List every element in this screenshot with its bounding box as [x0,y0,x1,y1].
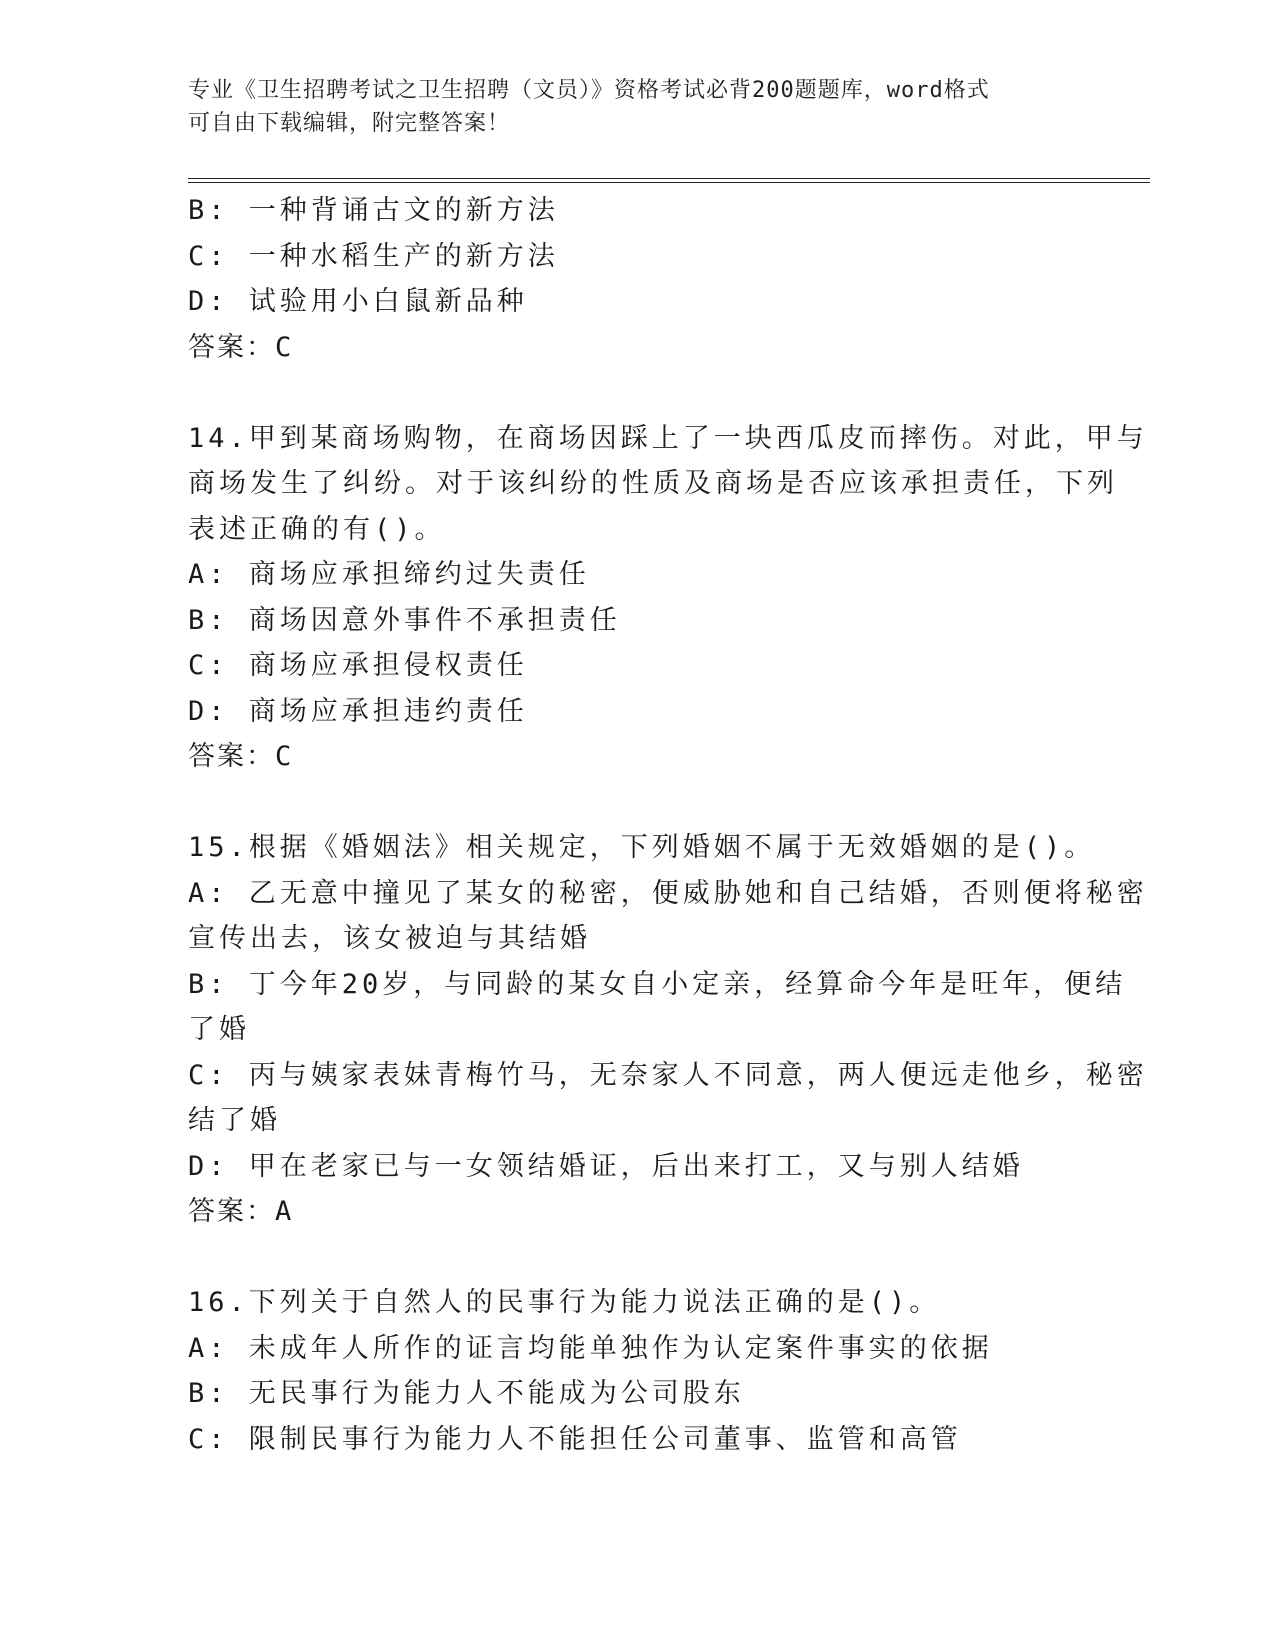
option-c: C: 丙与姨家表妹青梅竹马，无奈家人不同意，两人便远走他乡，秘密 [188,1059,1148,1091]
question-stem: 14.甲到某商场购物，在商场因踩上了一块西瓜皮而摔伤。对此，甲与 [188,422,1148,454]
spacer [188,1235,1088,1281]
option-c: C: 一种水稻生产的新方法 [188,240,559,272]
question-15 [188,825,1148,1235]
question-16 [188,1280,1088,1462]
option-d: D: 商场应承担违约责任 [188,695,528,727]
option-b: B: 丁今年20岁，与同龄的某女自小定亲，经算命今年是旺年，便结 [188,968,1127,1000]
option-c: C: 限制民事行为能力人不能担任公司董事、监管和高管 [188,1423,962,1455]
option-b: B: 一种背诵古文的新方法 [188,195,559,226]
header-title-line-1: 专业《卫生招聘考试之卫生招聘（文员）》资格考试必背200题题库，word格式 [188,78,990,103]
answer: 答案：A [188,1196,294,1227]
option-a: A: 商场应承担缔约过失责任 [188,559,590,590]
spacer [188,780,1088,826]
answer: 答案：C [188,331,294,363]
header-divider-bottom [188,182,1150,183]
option-a: A: 未成年人所作的证言均能单独作为认定案件事实的依据 [188,1332,993,1364]
option-c: C: 商场应承担侵权责任 [188,650,528,681]
header-divider-top [188,178,1150,179]
option-b-continued: 了婚 [188,1014,250,1045]
option-c-continued: 结了婚 [188,1105,281,1136]
document-header [188,74,1088,140]
option-d: D: 甲在老家已与一女领结婚证，后出来打工，又与别人结婚 [188,1150,1024,1182]
option-a: A: 乙无意中撞见了某女的秘密，便威胁她和自己结婚，否则便将秘密 [188,877,1148,909]
option-d: D: 试验用小白鼠新品种 [188,286,528,317]
question-stem: 商场发生了纠纷。对于该纠纷的性质及商场是否应该承担责任，下列 [188,468,1118,499]
question-stem: 15.根据《婚姻法》相关规定，下列婚姻不属于无效婚姻的是()。 [188,832,1096,863]
question-list [188,188,1148,1462]
option-b: B: 无民事行为能力人不能成为公司股东 [188,1378,745,1409]
option-a-continued: 宣传出去，该女被迫与其结婚 [188,923,591,954]
header-title-line-2: 可自由下载编辑，附完整答案！ [188,111,511,136]
question-stem: 表述正确的有()。 [188,513,446,545]
answer: 答案：C [188,741,294,772]
option-b: B: 商场因意外事件不承担责任 [188,604,621,636]
spacer [188,370,1088,416]
question-14 [188,416,1148,780]
question-13 [188,188,1088,370]
question-stem: 16.下列关于自然人的民事行为能力说法正确的是()。 [188,1287,941,1318]
